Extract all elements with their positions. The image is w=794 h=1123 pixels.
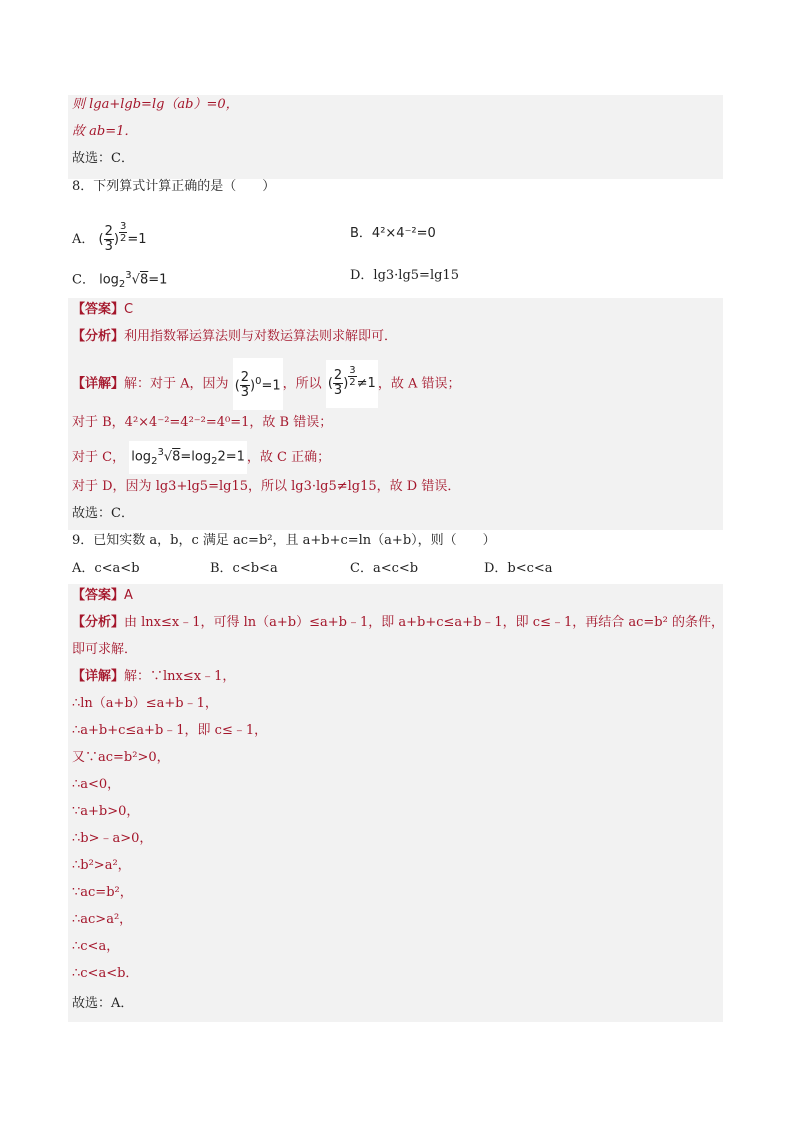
option-d: D．b<c<a bbox=[484, 561, 553, 576]
answer-line bbox=[72, 584, 133, 608]
answer-tag: 【答案】 bbox=[72, 302, 125, 317]
step-line: ∴ac>a²， bbox=[72, 912, 133, 927]
step-line: ∵a+b>0， bbox=[72, 804, 140, 819]
step-line: ∴c<a， bbox=[72, 939, 120, 954]
step-line: ∴ln（a+b）≤a+b﹣1， bbox=[72, 696, 218, 711]
analysis-line: 【分析】由 lnx≤x﹣1，可得 ln（a+b）≤a+b﹣1，即 a+b+c≤a+b﹣1，即 c≤﹣1，再结合 ac=b² 的条件， bbox=[72, 615, 724, 630]
answer-tag: 【答案】 bbox=[72, 588, 125, 603]
formula-a1: ( $\frac{2}{3}$ )$^0$=1 bbox=[233, 358, 283, 410]
step-line: ∴b²>a²， bbox=[72, 858, 131, 873]
detail-c-line: 对于 C， $\log_2^3√8=\log_22=1$ ，故 C 正确； bbox=[72, 441, 330, 465]
solution-line: 故 ab=1． bbox=[72, 124, 138, 139]
answer-line bbox=[72, 298, 133, 322]
detail-a-line: 【详解】解：对于 A，因为 ( $\frac{2}{3}$ )$^0$=1 ，所以 ( $\frac{2}{3}$ ) $\frac{3}{2}$ ≠1 ，故 A 错误； bbox=[72, 358, 460, 406]
choose-line: 故选：C． bbox=[72, 506, 134, 521]
option-c: C． $\log_2^3√8=1$ bbox=[72, 270, 168, 290]
q9-solution-block bbox=[68, 584, 723, 1022]
analysis-line: 【分析】利用指数幂运算法则与对数运算法则求解即可． bbox=[72, 329, 398, 344]
step-line: ∵ac=b²， bbox=[72, 885, 133, 900]
choose-line: 故选：C． bbox=[72, 151, 134, 166]
step-line: ∴c<a<b． bbox=[72, 966, 139, 981]
question-9: 9．已知实数 a，b，c 满足 ac=b²，且 a+b+c=ln（a+b），则（ ） bbox=[72, 533, 496, 548]
detail-b-line: 对于 B，4²×4⁻²=4²⁻²=4⁰=1，故 B 错误； bbox=[72, 415, 333, 430]
option-a: A． ( $\frac{2}{3}$ ) $\frac{3}{2}$ =1 bbox=[72, 221, 147, 254]
option-a: A．c<a<b bbox=[72, 561, 140, 576]
step-line: ∴a<0， bbox=[72, 777, 121, 792]
detail-line: 【详解】解：∵lnx≤x﹣1， bbox=[72, 669, 236, 684]
option-d: D．lg3·lg5=lg15 bbox=[350, 268, 459, 283]
step-line: ∴b>﹣a>0， bbox=[72, 831, 153, 846]
option-c: C．a<c<b bbox=[350, 561, 419, 576]
choose-line: 故选：A． bbox=[72, 996, 134, 1011]
option-b: B．4²×4⁻²=0 bbox=[350, 226, 436, 241]
analysis-line-2: 即可求解． bbox=[72, 642, 138, 657]
solution-line: 则 lga+lgb=lg（ab）=0， bbox=[72, 97, 239, 112]
detail-d-line: 对于 D，因为 lg3+lg5=lg15，所以 lg3·lg5≠lg15，故 D 错误． bbox=[72, 479, 461, 494]
formula-a2: ( $\frac{2}{3}$ ) $\frac{3}{2}$ ≠1 bbox=[326, 360, 378, 408]
answer-value: A bbox=[124, 588, 133, 603]
option-b: B．c<b<a bbox=[210, 561, 278, 576]
formula-c: $\log_2^3√8=\log_22=1$ bbox=[129, 441, 247, 474]
question-8: 8．下列算式计算正确的是（ ） bbox=[72, 179, 276, 194]
step-line: 又∵ac=b²>0， bbox=[72, 750, 170, 765]
step-line: ∴a+b+c≤a+b﹣1，即 c≤﹣1， bbox=[72, 723, 268, 738]
answer-value: C bbox=[124, 302, 134, 317]
